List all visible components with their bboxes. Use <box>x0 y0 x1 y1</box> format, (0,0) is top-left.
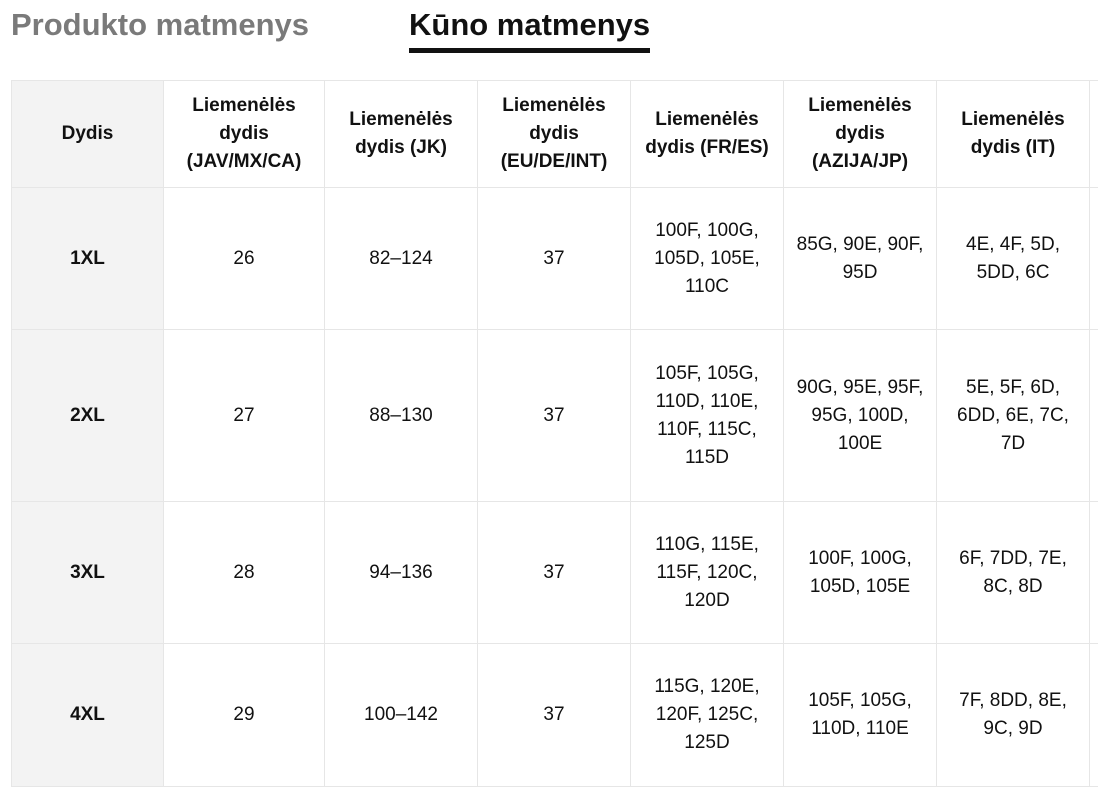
table-cell: 29 <box>164 644 325 787</box>
table-cell: 6F, 7DD, 7E, 8C, 8D <box>937 502 1090 644</box>
table-row <box>12 188 1098 330</box>
table-cell: 26 <box>164 188 325 330</box>
table-cell <box>1090 502 1098 644</box>
column-header: Dydis <box>12 81 164 188</box>
table-cell: 88–130 <box>325 330 478 502</box>
size-table <box>11 80 1098 787</box>
size-cell: 4XL <box>12 644 164 787</box>
column-header: Liemenėlės dydis (JK) <box>325 81 478 188</box>
table-cell: 100F, 100G, 105D, 105E <box>784 502 937 644</box>
table-header-row <box>12 81 1098 188</box>
table-cell: 100–142 <box>325 644 478 787</box>
table-cell: 110G, 115E, 115F, 120C, 120D <box>631 502 784 644</box>
table-cell: 27 <box>164 330 325 502</box>
column-header <box>1090 81 1098 188</box>
size-cell: 1XL <box>12 188 164 330</box>
table-cell: 90G, 95E, 95F, 95G, 100D, 100E <box>784 330 937 502</box>
table-cell: 100F, 100G, 105D, 105E, 110C <box>631 188 784 330</box>
table-cell: 37 <box>478 644 631 787</box>
size-tabs <box>0 0 1098 60</box>
size-cell: 3XL <box>12 502 164 644</box>
table-cell: 82–124 <box>325 188 478 330</box>
table-cell <box>1090 330 1098 502</box>
table-row <box>12 644 1098 787</box>
column-header: Liemenėlės dydis (JAV/MX/CA) <box>164 81 325 188</box>
column-header: Liemenėlės dydis (FR/ES) <box>631 81 784 188</box>
table-row <box>12 330 1098 502</box>
tab-body-measurements[interactable]: Kūno matmenys <box>409 6 650 53</box>
table-cell: 85G, 90E, 90F, 95D <box>784 188 937 330</box>
table-cell: 7F, 8DD, 8E, 9C, 9D <box>937 644 1090 787</box>
table-cell: 105F, 105G, 110D, 110E, 110F, 115C, 115D <box>631 330 784 502</box>
table-cell: 28 <box>164 502 325 644</box>
table-cell: 115G, 120E, 120F, 125C, 125D <box>631 644 784 787</box>
table-cell: 4E, 4F, 5D, 5DD, 6C <box>937 188 1090 330</box>
table-cell: 37 <box>478 502 631 644</box>
tab-product-measurements[interactable]: Produkto matmenys <box>11 7 310 42</box>
table-cell <box>1090 644 1098 787</box>
column-header: Liemenėlės dydis (AZIJA/JP) <box>784 81 937 188</box>
table-cell: 37 <box>478 330 631 502</box>
size-table-container[interactable] <box>11 80 1098 787</box>
table-cell: 94–136 <box>325 502 478 644</box>
table-cell: 37 <box>478 188 631 330</box>
column-header: Liemenėlės dydis (EU/DE/INT) <box>478 81 631 188</box>
size-cell: 2XL <box>12 330 164 502</box>
table-cell <box>1090 188 1098 330</box>
table-cell: 5E, 5F, 6D, 6DD, 6E, 7C, 7D <box>937 330 1090 502</box>
table-cell: 105F, 105G, 110D, 110E <box>784 644 937 787</box>
column-header: Liemenėlės dydis (IT) <box>937 81 1090 188</box>
table-row <box>12 502 1098 644</box>
